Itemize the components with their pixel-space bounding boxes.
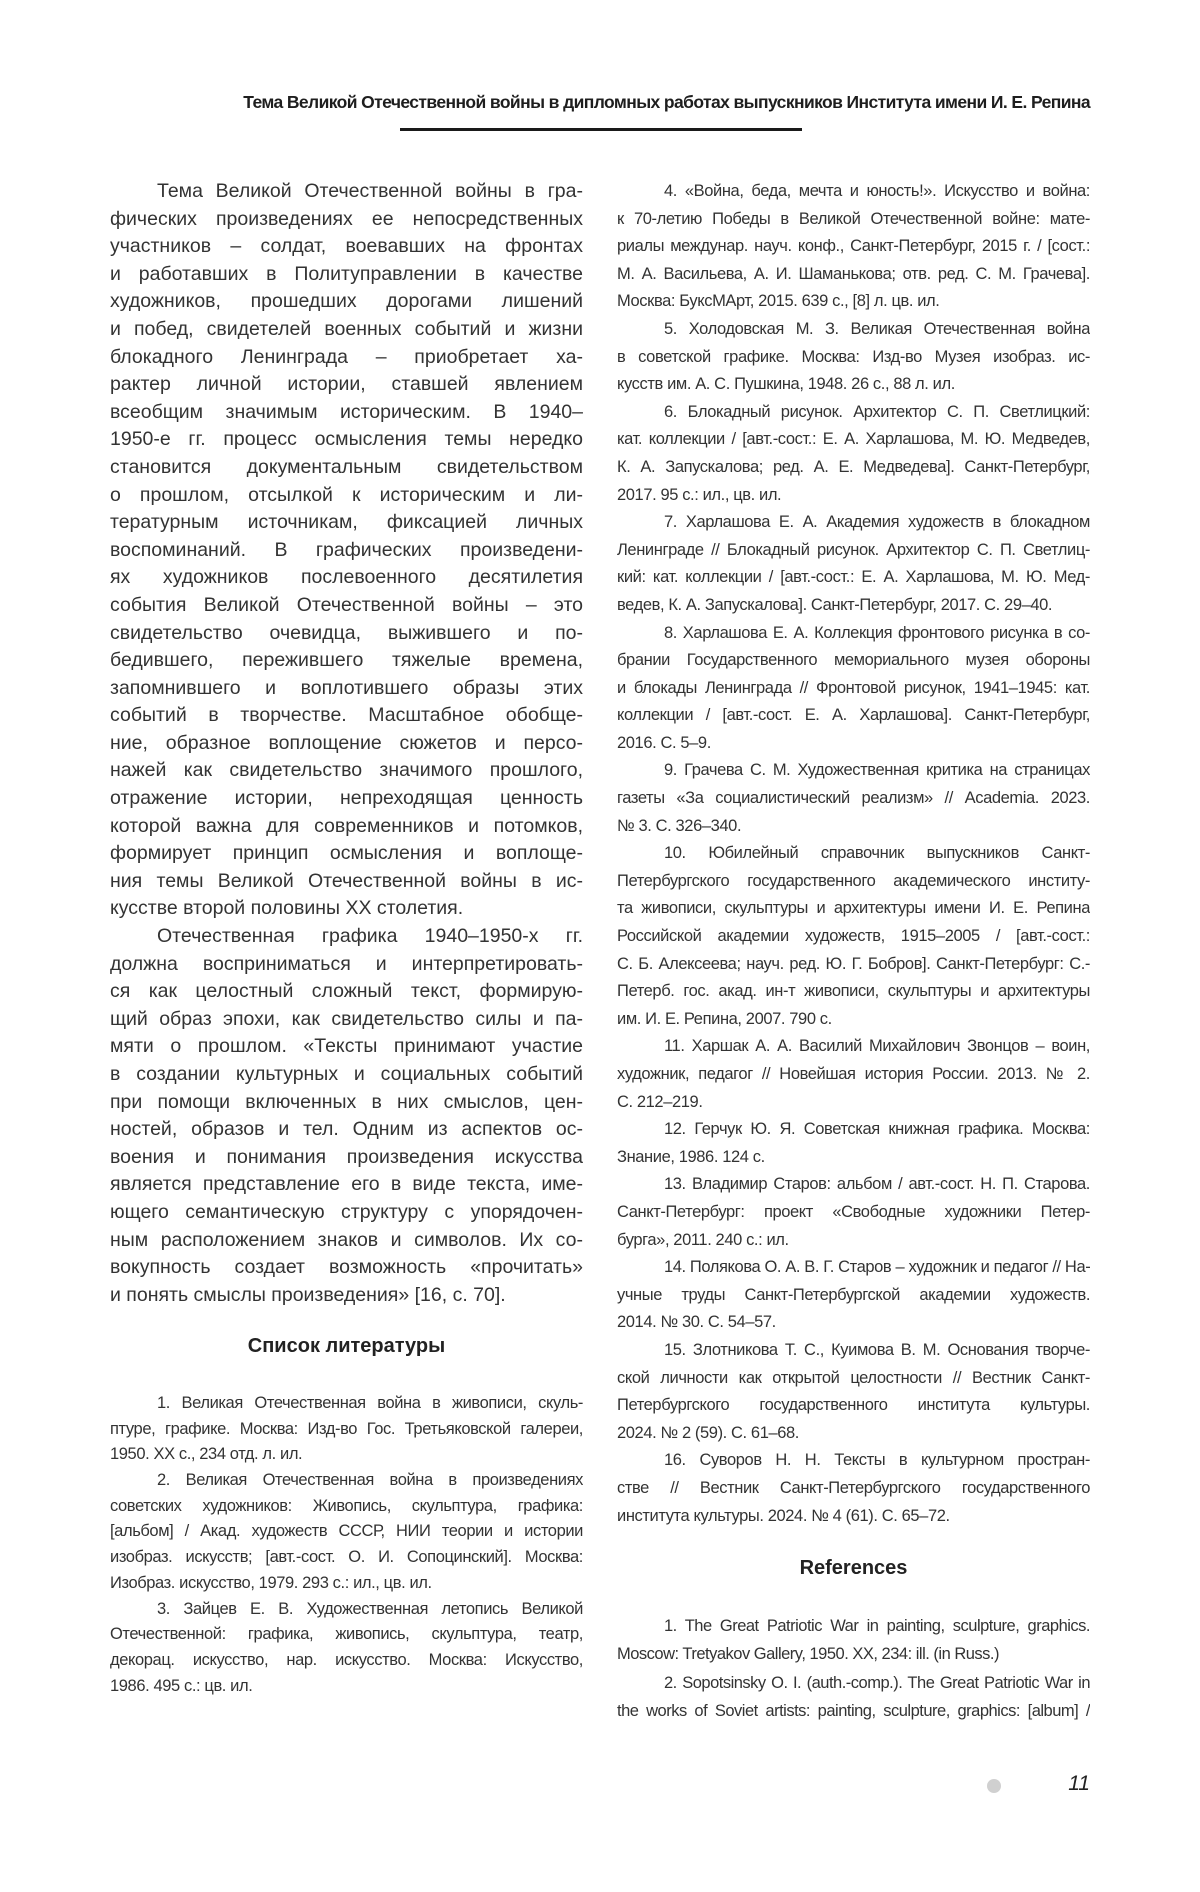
text-line: 13. Владимир Старов: альбом / авт.-сост. Н. П. Старова. bbox=[664, 1175, 1090, 1194]
text-line: при помощи включенных в них смыслов, цен- bbox=[110, 1090, 583, 1113]
text-line: и побед, свидетелей военных событий и жизни bbox=[110, 317, 583, 340]
text-line: в советской графике. Москва: Изд-во Музея изобраз. ис- bbox=[617, 347, 1090, 366]
text-line: Москва: БуксМАрт, 2015. 639 с., [8] л. цв. ил. bbox=[617, 292, 940, 311]
text-line: М. А. Васильева, А. И. Шаманькова; отв. ред. С. М. Грачева]. bbox=[617, 264, 1090, 283]
text-line: Отечественной: графика, живопись, скульптура, театр, bbox=[110, 1625, 583, 1644]
text-line: должна восприниматься и интерпретировать- bbox=[110, 952, 583, 975]
text-line: 16. Суворов Н. Н. Тексты в культурном простран- bbox=[664, 1451, 1090, 1470]
text-line: становится документальным свидетельством bbox=[110, 455, 583, 478]
text-line: формирует принцип осмысления и воплоще- bbox=[110, 842, 583, 865]
text-line: воения и понимания произведения искусства bbox=[110, 1145, 583, 1168]
text-line: Петербургского государственного академического институ- bbox=[617, 871, 1090, 890]
text-line: Петерб. гос. акад. ин-т живописи, скульптуры и архитектуры bbox=[617, 982, 1090, 1001]
running-title: Тема Великой Отечественной войны в дипломных работах выпускников Института имени И. Е. Репина bbox=[243, 92, 1090, 112]
text-line: кий: кат. коллекции / [авт.-сост.: Е. А. Харлашова, М. Ю. Мед- bbox=[617, 568, 1090, 587]
text-line: рактер личной истории, ставшей явлением bbox=[110, 373, 583, 396]
reference-item bbox=[617, 1171, 1090, 1254]
reference-item bbox=[617, 840, 1090, 1033]
text-line: 1. Великая Отечественная война в живописи, скуль- bbox=[157, 1394, 583, 1412]
text-line: запомнившего и воплотившего образы этих bbox=[110, 676, 583, 699]
text-line: № 3. С. 326–340. bbox=[617, 816, 742, 835]
text-line: к 70-летию Победы в Великой Отечественной войне: мате- bbox=[617, 209, 1090, 228]
text-line: ния темы Великой Отечественной войны в ис- bbox=[110, 869, 583, 892]
text-line: событий в творчестве. Масштабное обобще- bbox=[110, 704, 583, 727]
text-line: ях художников послевоенного десятилетия bbox=[110, 566, 583, 589]
text-line: брании Государственного мемориального музея обороны bbox=[617, 651, 1090, 670]
text-line: 1950-е гг. процесс осмысления темы нередко bbox=[110, 428, 583, 451]
text-line: и блокады Ленинграда // Фронтовой рисунок, 1941–1945: кат. bbox=[617, 678, 1090, 697]
reference-item bbox=[617, 1337, 1090, 1447]
text-line: 6. Блокадный рисунок. Архитектор С. П. Светлицкий: bbox=[664, 402, 1090, 421]
text-line: 2017. 95 с.: ил., цв. ил. bbox=[617, 485, 782, 504]
text-line: блокадного Ленинграда – приобретает ха- bbox=[110, 345, 583, 368]
text-line: ской личности как открытой целостности // Вестник Санкт- bbox=[617, 1368, 1090, 1387]
literature-list-right bbox=[617, 178, 1090, 1530]
text-line: института культуры. 2024. № 4 (61). С. 65–72. bbox=[617, 1506, 950, 1525]
text-line: воспоминаний. В графических произведени- bbox=[110, 538, 583, 561]
text-line: Петербургского государственного института культуры. bbox=[617, 1396, 1090, 1415]
text-line: the works of Soviet artists: painting, sculpture, graphics: [album] / bbox=[617, 1702, 1090, 1721]
reference-item bbox=[617, 316, 1090, 399]
text-line: художник, педагог // Новейшая история России. 2013. № 2. bbox=[617, 1065, 1090, 1083]
page-number: 11 bbox=[1068, 1772, 1090, 1795]
reference-item bbox=[617, 1447, 1090, 1530]
text-line: им. И. Е. Репина, 2007. 790 с. bbox=[617, 1009, 832, 1028]
text-line: и понять смыслы произведения» [16, с. 70]. bbox=[110, 1283, 506, 1306]
text-line: ние, образное воплощение сюжетов и персо- bbox=[110, 731, 583, 754]
reference-item bbox=[617, 399, 1090, 509]
text-line: стве // Вестник Санкт-Петербургского государственного bbox=[617, 1478, 1090, 1497]
text-line: в создании культурных и социальных событий bbox=[110, 1063, 583, 1085]
reference-item bbox=[617, 620, 1090, 758]
text-line: изобраз. искусств; [авт.-сост. О. И. Сопоцинский]. Москва: bbox=[110, 1548, 583, 1567]
text-line: нажей как свидетельство значимого прошлого, bbox=[110, 759, 583, 782]
text-line: бурга», 2011. 240 с.: ил. bbox=[617, 1230, 789, 1249]
text-line: отражение истории, непреходящая ценность bbox=[110, 787, 583, 810]
reference-item bbox=[617, 1033, 1090, 1116]
text-line: 8. Харлашова Е. А. Коллекция фронтового рисунка в со- bbox=[664, 623, 1090, 642]
text-line: кат. коллекции / [авт.-сост.: Е. А. Харлашова, М. Ю. Медведев, bbox=[617, 430, 1090, 449]
text-line: 2. Великая Отечественная война в произведениях bbox=[157, 1471, 583, 1490]
text-line: 1. The Great Patriotic War in painting, sculpture, graphics. bbox=[664, 1617, 1090, 1635]
text-line: вокупность создает возможность «прочитать» bbox=[110, 1256, 583, 1279]
text-line: 12. Герчук Ю. Я. Советская книжная графика. Москва: bbox=[664, 1120, 1090, 1139]
text-line: участников – солдат, воевавших на фронтах bbox=[110, 235, 583, 258]
text-line: 15. Злотникова Т. С., Куимова В. М. Основания творче- bbox=[664, 1340, 1090, 1359]
text-line: 7. Харлашова Е. А. Академия художеств в блокадном bbox=[664, 513, 1090, 532]
text-line: Санкт-Петербург: проект «Свободные художники Петер- bbox=[617, 1202, 1090, 1221]
text-line: газеты «За социалистический реализм» // Academia. 2023. bbox=[617, 789, 1090, 808]
text-line: щий образ эпохи, как свидетельство силы и па- bbox=[110, 1007, 583, 1030]
reference-item bbox=[617, 757, 1090, 840]
text-line: 2024. № 2 (59). С. 61–68. bbox=[617, 1423, 799, 1442]
text-line: Moscow: Tretyakov Gallery, 1950. XX, 234: ill. (in Russ.) bbox=[617, 1645, 1000, 1664]
text-line: Тема Великой Отечественной войны в гра- bbox=[157, 180, 583, 202]
literature-heading: Список литературы bbox=[247, 1335, 446, 1357]
references-list bbox=[617, 1612, 1090, 1726]
text-line: Изобраз. искусство, 1979. 293 с.: ил., цв. ил. bbox=[110, 1573, 432, 1592]
text-line: 10. Юбилейный справочник выпускников Санкт- bbox=[664, 844, 1090, 863]
reference-item bbox=[617, 509, 1090, 619]
literature-list-left bbox=[110, 1391, 583, 1699]
reference-item bbox=[617, 1669, 1090, 1726]
paragraph bbox=[110, 178, 583, 923]
text-line: Знание, 1986. 124 с. bbox=[617, 1147, 765, 1166]
text-line: кусстве второй половины XX столетия. bbox=[110, 897, 464, 920]
text-line: декорац. искусство, нар. искусство. Москва: Искусство, bbox=[110, 1650, 583, 1669]
text-line: 4. «Война, беда, мечта и юность!». Искусство и война: bbox=[664, 182, 1090, 200]
text-line: ным расположением знаков и символов. Их со- bbox=[110, 1228, 583, 1251]
text-line: всеобщим значимым историческим. В 1940– bbox=[110, 400, 583, 423]
text-line: 2014. № 30. С. 54–57. bbox=[617, 1313, 776, 1332]
text-line: кусств им. А. С. Пушкина, 1948. 26 с., 88 л. ил. bbox=[617, 375, 955, 394]
text-line: 2. Sopotsinsky O. I. (auth.-comp.). The Great Patriotic War in bbox=[664, 1673, 1090, 1692]
text-line: ся как целостный сложный текст, формирую- bbox=[110, 980, 583, 1003]
text-line: 1986. 495 с.: цв. ил. bbox=[110, 1676, 253, 1695]
text-line: является представление его в виде текста, име- bbox=[110, 1173, 583, 1196]
text-line: советских художников: Живопись, скульптура, графика: bbox=[110, 1496, 583, 1515]
reference-item bbox=[110, 1391, 583, 1468]
text-line: Российской академии художеств, 1915–2005 / [авт.-сост.: bbox=[617, 927, 1090, 946]
references-heading: References bbox=[799, 1557, 908, 1579]
text-line: С. 212–219. bbox=[617, 1092, 703, 1111]
text-line: события Великой Отечественной войны – это bbox=[110, 593, 583, 616]
text-line: риалы междунар. науч. конф., Санкт-Петербург, 2015 г. / [сост.: bbox=[617, 237, 1090, 256]
text-line: о прошлом, отсылкой к историческим и ли- bbox=[110, 483, 583, 506]
page-dot-marker bbox=[987, 1779, 1001, 1793]
text-line: 5. Холодовская М. З. Великая Отечественная война bbox=[664, 319, 1090, 338]
header-rule bbox=[400, 128, 802, 131]
reference-item bbox=[617, 1612, 1090, 1669]
reference-item bbox=[617, 178, 1090, 316]
text-line: художников, прошедших дорогами лишений bbox=[110, 290, 583, 313]
paragraph bbox=[110, 923, 583, 1309]
text-line: ведев, К. А. Запускалова]. Санкт-Петербург, 2017. С. 29–40. bbox=[617, 595, 1053, 614]
text-line: 2016. С. 5–9. bbox=[617, 733, 711, 752]
text-line: птуре, графике. Москва: Изд-во Гос. Третьяковской галереи, bbox=[110, 1419, 583, 1438]
reference-item bbox=[617, 1254, 1090, 1337]
text-line: 11. Харшак А. А. Василий Михайлович Звонцов – воин, bbox=[664, 1037, 1090, 1056]
text-line: 9. Грачева С. М. Художественная критика на страницах bbox=[664, 761, 1090, 780]
reference-item bbox=[110, 1597, 583, 1700]
text-line: 1950. XX с., 234 отд. л. ил. bbox=[110, 1445, 303, 1464]
text-line: 14. Полякова О. А. В. Г. Старов – художник и педагог // На- bbox=[664, 1258, 1090, 1277]
text-line: 3. Зайцев Е. В. Художественная летопись Великой bbox=[157, 1599, 583, 1618]
text-line: та живописи, скульптуры и архитектуры имени И. Е. Репина bbox=[617, 899, 1090, 918]
text-line: которой важна для современников и потомков, bbox=[110, 814, 583, 837]
text-line: ющего семантическую структуру с упорядочен- bbox=[110, 1200, 583, 1223]
text-line: коллекции / [авт.-сост. Е. А. Харлашова]. Санкт-Петербург, bbox=[617, 706, 1090, 725]
text-line: бедившего, пережившего тяжелые времена, bbox=[110, 649, 583, 672]
reference-item bbox=[110, 1468, 583, 1596]
text-line: Ленинграде // Блокадный рисунок. Архитектор С. П. Светлиц- bbox=[617, 540, 1090, 559]
text-line: [альбом] / Акад. художеств СССР, НИИ теории и истории bbox=[110, 1522, 583, 1541]
text-line: свидетельство очевидца, выжившего и по- bbox=[110, 621, 583, 644]
reference-item bbox=[617, 1116, 1090, 1171]
body-text bbox=[110, 178, 583, 1309]
text-line: учные труды Санкт-Петербургской академии художеств. bbox=[617, 1285, 1090, 1304]
text-line: ностей, образов и тел. Одним из аспектов ос- bbox=[110, 1118, 583, 1141]
text-line: Отечественная графика 1940–1950-х гг. bbox=[157, 925, 583, 948]
text-line: и работавших в Политуправлении в качестве bbox=[110, 262, 583, 285]
text-line: тературным источникам, фиксацией личных bbox=[110, 511, 583, 534]
text-line: С. Б. Алексеева; науч. ред. Ю. Г. Бобров]. Санкт-Петербург: С.- bbox=[617, 954, 1090, 973]
text-line: мяти о прошлом. «Тексты принимают участие bbox=[110, 1035, 583, 1058]
text-line: К. А. Запускалова; ред. А. Е. Медведева]. Санкт-Петербург, bbox=[617, 457, 1090, 476]
text-line: фических произведениях ее непосредственных bbox=[110, 207, 583, 230]
